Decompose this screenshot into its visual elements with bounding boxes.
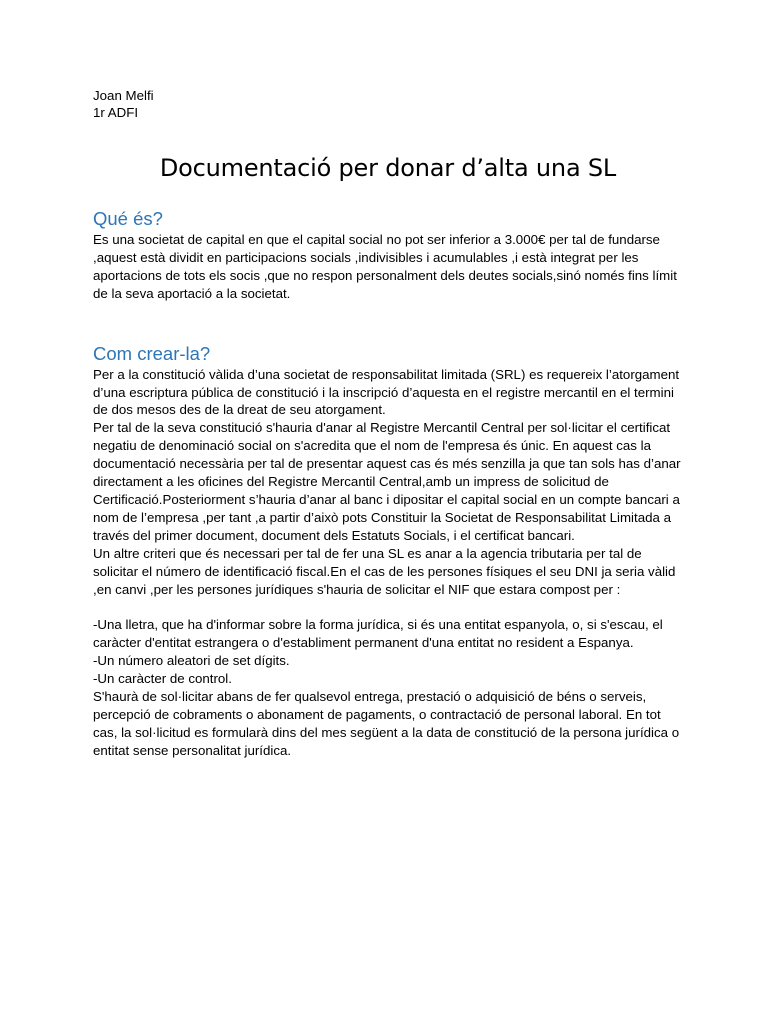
paragraph-constitucio: Per a la constitució vàlida d’una societat de responsabilitat limitada (SRL) es requereix l’atorgament d’una escriptura pública de constitució i la inscripció d’aquesta en el registre mercantil en el termini de dos mesos des de la dreat de seu atorgament. <box>93 366 680 418</box>
author-course: 1r ADFI <box>93 105 139 120</box>
author-name: Joan Melfi <box>93 88 154 103</box>
author-block <box>93 87 683 121</box>
nif-composition-list <box>93 616 683 688</box>
document-title: Documentació per donar d’alta una SL <box>159 154 617 182</box>
document-page <box>93 87 683 760</box>
list-item: -Una lletra, que ha d'informar sobre la forma jurídica, si és una entitat espanyola, o, si s'escau, el caràcter d'entitat estrangera o d'establiment permanent d'una entitat no resident a Espanya. <box>93 617 663 651</box>
section-heading-com-crear: Com crear-la? <box>93 342 211 364</box>
paragraph-sollicitud: S'haurà de sol·licitar abans de fer qualsevol entrega, prestació o adquisició de béns o serveis, percepció de cobraments o abonament de pagaments, o contractació de personal laboral. En tot cas, la sol·licitud es formularà dins del mes següent a la data de constitució de la persona jurídica o entitat sense personalitat jurídica. <box>93 688 680 758</box>
paragraph-agencia-tributaria: Un altre criteri que és necessari per tal de fer una SL es anar a la agencia tributaria per tal de solicitar el número de identificació fiscal.En el cas de les persones físiques el seu DNI ja seria vàlid ,en canvi ,per les persones jurídiques s'hauria de solicitar el NIF que estara compost per : <box>93 545 676 597</box>
paragraph-registre-mercantil: Per tal de la seva constitució s'hauria d'anar al Registre Mercantil Central per sol·licitar el certificat negatiu de denominació social on s'acredita que el nom de l'empresa és únic. En aquest cas la documentació necessària per tal de presentar aquest cas és més senzilla ja que tan sols has d’anar directament a les oficines del Registre Mercantil Central,amb un impress de solicitud de Certificació.Posteriorment s’hauria d’anar al banc i dipositar el capital social en un compte bancari a nom de l’empresa ,per tant ,a partir d’això pots Constituir la Societat de Responsabilitat Limitada a través del primer document, document dels Estatuts Socials, i el certificat bancari. <box>93 420 681 543</box>
section-heading-que-es: Qué és? <box>93 208 163 229</box>
list-item: -Un caràcter de control. <box>93 671 232 687</box>
paragraph-que-es: Es una societat de capital en que el capital social no pot ser inferior a 3.000€ per tal de fundarse ,aquest està dividit en participacions socials ,indivisibles i acumulables ,i està integrat per les aportacions de tots els socis ,que no respon personalment dels deutes socials,sinó només fins límit de la seva aportació a la societat. <box>93 232 677 301</box>
list-item: -Un número aleatori de set dígits. <box>93 653 290 669</box>
